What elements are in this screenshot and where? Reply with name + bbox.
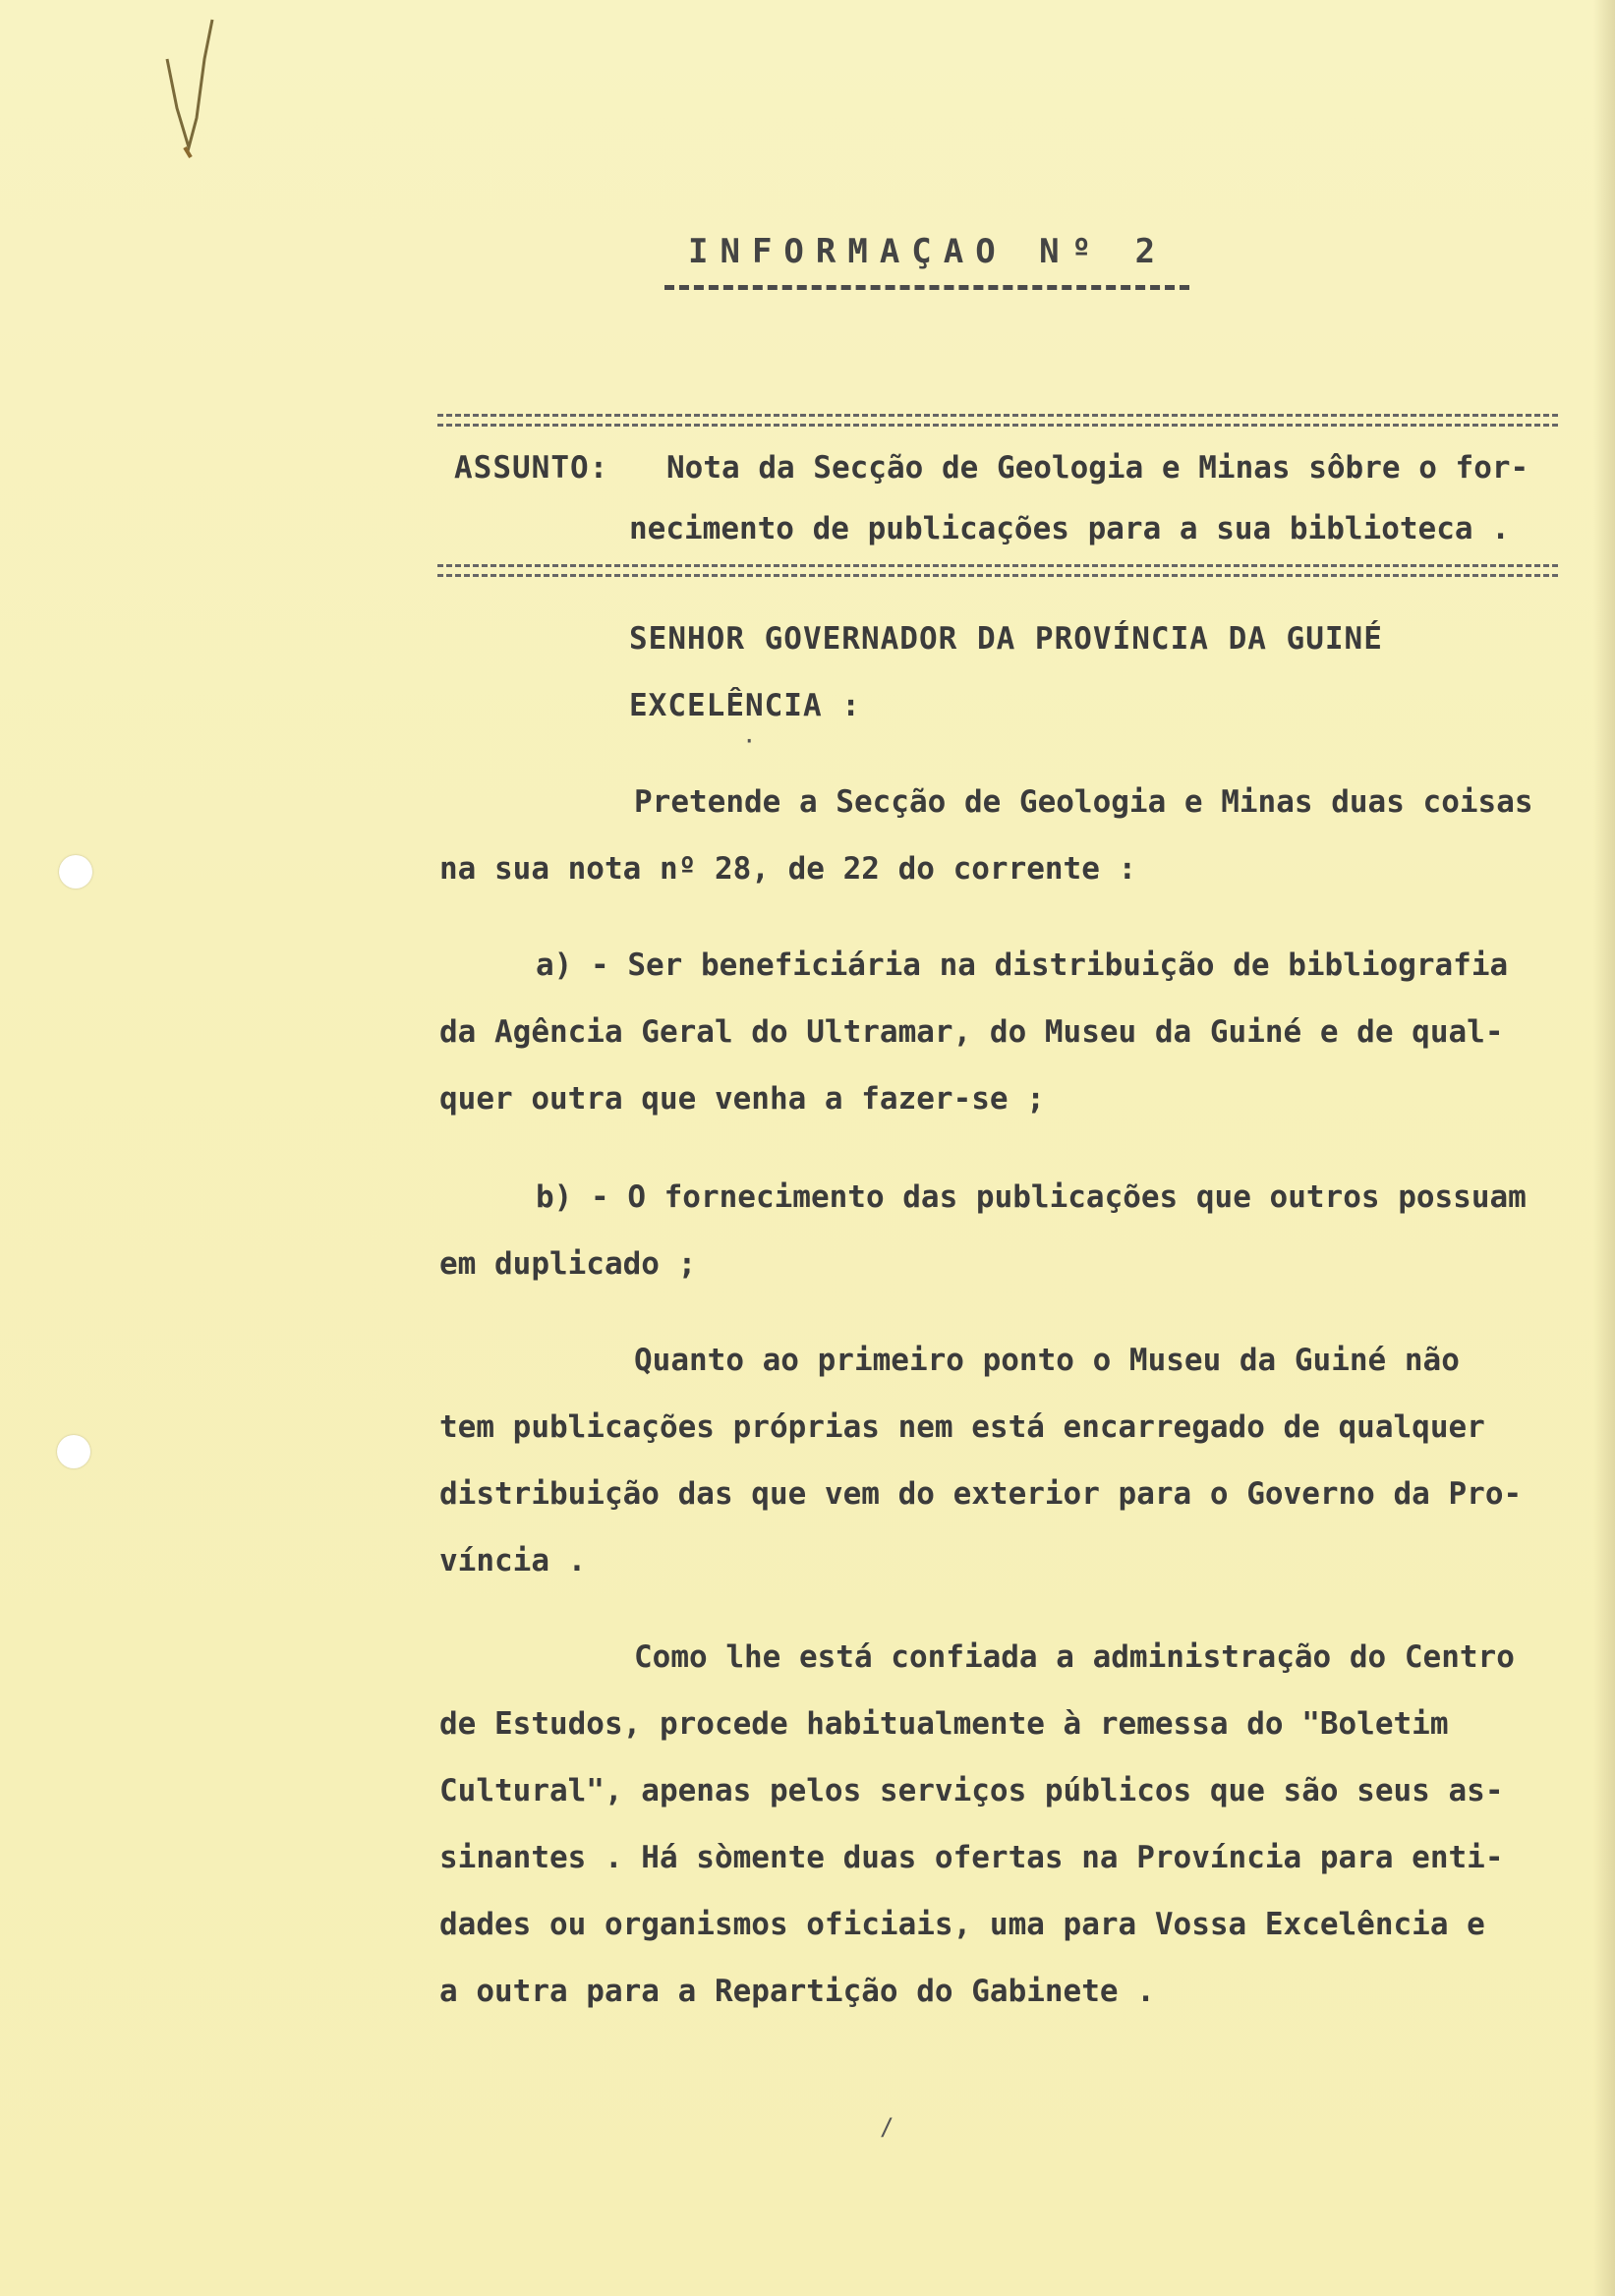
addressee: SENHOR GOVERNADOR DA PROVÍNCIA DA GUINÉ [629,621,1383,657]
paragraph-line: víncia . [439,1543,587,1578]
paragraph-line: Como lhe está confiada a administração do Centro [634,1639,1515,1675]
page-edge-shadow [1593,0,1615,2296]
item-b-line: b) - O fornecimento das publicações que outros possuam [536,1179,1527,1215]
title-underline [664,285,1189,290]
item-a-line: da Agência Geral do Ultramar, do Museu da Guiné e de qual- [439,1014,1504,1050]
stray-mark: / [880,2113,894,2141]
paragraph-line: Pretende a Secção de Geologia e Minas duas coisas [634,784,1533,820]
item-b-line: em duplicado ; [439,1246,697,1282]
paragraph-line: distribuição das que vem do exterior para o Governo da Pro- [439,1476,1523,1512]
paragraph-line: a outra para a Repartição do Gabinete . [439,1974,1155,2009]
paper-tear-mark [157,0,236,167]
document-title: INFORMAÇAO Nº 2 [688,232,1168,271]
assunto-line: necimento de publicações para a sua biblioteca . [629,511,1510,546]
paragraph-line: dades ou organismos oficiais, uma para Vossa Excelência e [439,1907,1485,1942]
paragraph-line: tem publicações próprias nem está encarregado de qualquer [439,1409,1485,1445]
punch-hole [57,1435,90,1468]
punch-hole [59,855,92,889]
paragraph-line: de Estudos, procede habitualmente à remessa do "Boletim [439,1706,1449,1742]
double-rule-bottom [437,564,1558,577]
stray-mark: · [742,727,757,755]
paragraph-line: Quanto ao primeiro ponto o Museu da Guiné não [634,1343,1460,1378]
salutation: EXCELÊNCIA : [629,688,861,723]
assunto-line: Nota da Secção de Geologia e Minas sôbre o for- [666,450,1529,486]
paragraph-line: sinantes . Há sòmente duas ofertas na Província para enti- [439,1840,1504,1875]
assunto-label: ASSUNTO: [454,450,609,486]
paragraph-line: Cultural", apenas pelos serviços públicos que são seus as- [439,1773,1504,1808]
item-a-line: quer outra que venha a fazer-se ; [439,1081,1045,1117]
double-rule-top [437,414,1558,427]
item-a-line: a) - Ser beneficiária na distribuição de bibliografia [536,947,1509,983]
paragraph-line: na sua nota nº 28, de 22 do corrente : [439,851,1137,887]
